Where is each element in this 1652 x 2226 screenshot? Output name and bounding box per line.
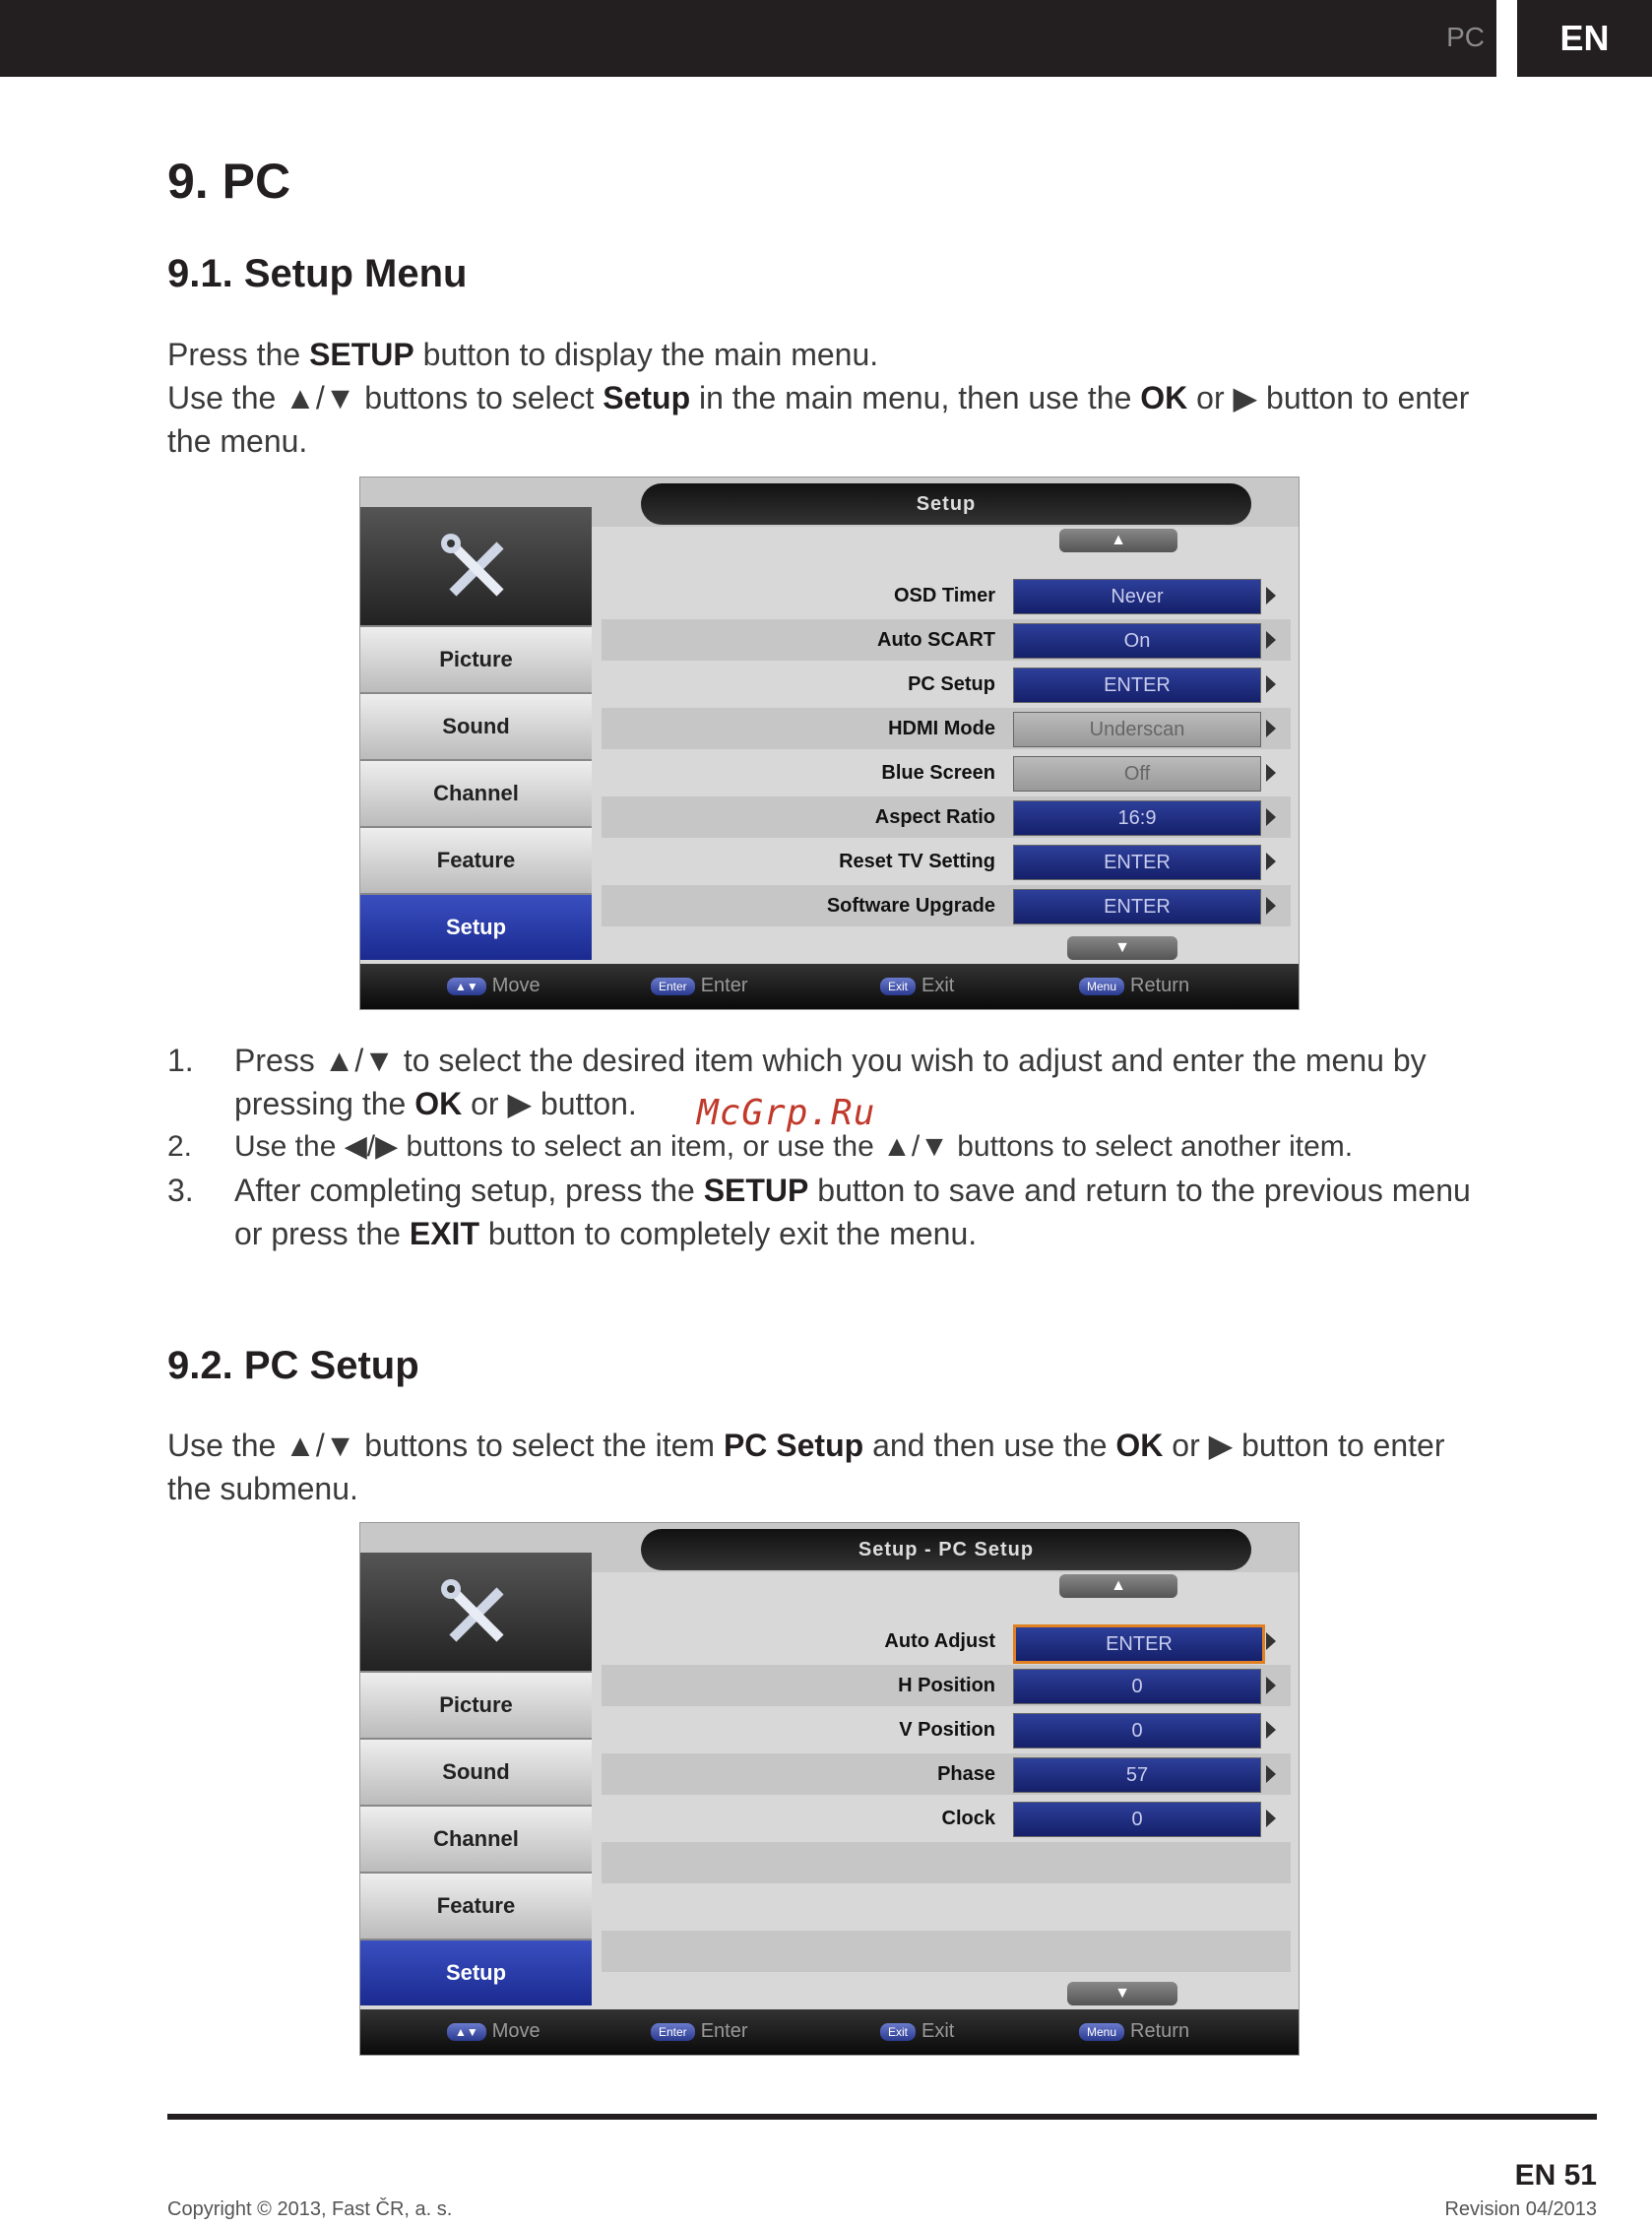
osd-row [602, 619, 1291, 661]
ok-key: OK [414, 1086, 463, 1121]
row-value: 0 [1013, 1669, 1261, 1704]
osd-row [602, 1709, 1291, 1750]
row-value: ENTER [1013, 668, 1261, 703]
row-label: Aspect Ratio [874, 806, 995, 828]
hint-return [1079, 2020, 1189, 2044]
steps-list [167, 1039, 1496, 1255]
hint-enter [651, 975, 748, 998]
row-value: 0 [1013, 1713, 1261, 1749]
text: button to save and return to the previous menu or press the [234, 1173, 1471, 1251]
sidebar-item-setup: Setup [360, 1939, 592, 2005]
hint-return [1079, 975, 1189, 998]
chapter-title: 9. PC [167, 154, 291, 209]
row-value: Never [1013, 579, 1261, 614]
row-label: Blue Screen [881, 762, 995, 784]
osd-row [602, 752, 1291, 794]
hint-text: Move [491, 975, 540, 996]
row-label: HDMI Mode [888, 718, 995, 739]
row-label: PC Setup [908, 673, 995, 695]
osd-title: Setup [641, 483, 1251, 525]
osd-row [602, 841, 1291, 882]
sidebar-item-sound: Sound [360, 1738, 592, 1805]
tools-icon [360, 1553, 592, 1671]
right-arrow-icon [1266, 853, 1276, 870]
right-arrow-icon [1266, 1721, 1276, 1739]
section-heading-setup-menu: 9.1. Setup Menu [167, 252, 468, 295]
right-arrow-icon [1266, 808, 1276, 826]
osd-row [602, 708, 1291, 749]
text: in the main menu, then use the [690, 380, 1141, 415]
scroll-up-icon: ▲ [1059, 529, 1177, 552]
setup-menu-screenshot [359, 477, 1300, 1010]
row-label: H Position [898, 1675, 995, 1696]
sidebar-item-channel: Channel [360, 1805, 592, 1872]
exit-key-icon: Exit [880, 978, 916, 995]
enter-key-icon: Enter [651, 2023, 695, 2041]
row-label: Software Upgrade [826, 895, 995, 917]
setup-menu-intro [167, 333, 1496, 463]
page-number: EN 51 [1514, 2159, 1597, 2192]
hint-enter [651, 2020, 748, 2044]
hint-text: Enter [700, 2020, 748, 2042]
right-arrow-icon [1266, 720, 1276, 737]
text: button to completely exit the menu. [478, 1216, 978, 1251]
osd-sidebar [360, 1553, 592, 2002]
language-tab: EN [1517, 0, 1652, 77]
menu-key-icon: Menu [1079, 978, 1124, 995]
right-arrow-icon [1266, 897, 1276, 915]
row-value: 57 [1013, 1757, 1261, 1793]
osd-row [602, 575, 1291, 616]
right-arrow-icon [1266, 675, 1276, 693]
text: Use the ▲/▼ buttons to select the item [167, 1428, 724, 1463]
row-value: Off [1013, 756, 1261, 792]
setup-key: SETUP [703, 1173, 809, 1208]
pc-setup-word: PC Setup [723, 1428, 864, 1463]
list-item [167, 1169, 1496, 1255]
step-number: 1. [167, 1043, 194, 1078]
scroll-up-icon: ▲ [1059, 1574, 1177, 1598]
ok-key: OK [1115, 1428, 1164, 1463]
row-label: Clock [941, 1808, 995, 1829]
osd-row-empty [602, 1886, 1291, 1928]
setup-word: Setup [603, 380, 691, 415]
row-label: OSD Timer [894, 585, 995, 606]
osd-row-empty [602, 1842, 1291, 1883]
hint-text: Exit [921, 2020, 955, 2042]
hint-text: Return [1130, 975, 1190, 996]
text: After completing setup, press the [234, 1173, 704, 1208]
row-label: Reset TV Setting [839, 851, 995, 872]
hint-exit [880, 975, 954, 998]
right-arrow-icon [1266, 1810, 1276, 1827]
hint-exit [880, 2020, 954, 2044]
text: Press the [167, 337, 310, 372]
setup-key: SETUP [309, 337, 414, 372]
right-arrow-icon [1266, 1765, 1276, 1783]
hint-text: Enter [700, 975, 748, 996]
sidebar-item-picture: Picture [360, 625, 592, 692]
watermark: McGrp.Ru [697, 1093, 876, 1133]
scroll-down-icon: ▼ [1067, 936, 1177, 960]
hint-text: Move [491, 2020, 540, 2042]
right-arrow-icon [1266, 631, 1276, 649]
osd-hint-bar [360, 2009, 1299, 2055]
copyright: Copyright © 2013, Fast ČR, a. s. [167, 2198, 453, 2220]
footer-divider [167, 2114, 1597, 2120]
pc-setup-intro [167, 1424, 1477, 1510]
text: Use the ▲/▼ buttons to select [167, 380, 604, 415]
text: button to display the main menu. [413, 337, 879, 372]
row-value: 16:9 [1013, 800, 1261, 836]
hint-text: Exit [921, 975, 955, 996]
exit-key-icon: Exit [880, 2023, 916, 2041]
text: and then use the [863, 1428, 1116, 1463]
text: Press ▲/▼ to select the desired item which you wish to adjust and enter the menu by pressing the [234, 1043, 1427, 1121]
sidebar-item-feature: Feature [360, 826, 592, 893]
sidebar-item-sound: Sound [360, 692, 592, 759]
row-value: 0 [1013, 1802, 1261, 1837]
row-label: Auto SCART [877, 629, 995, 651]
step-number: 2. [167, 1130, 193, 1163]
row-value: ENTER [1013, 845, 1261, 880]
row-value: ENTER [1013, 889, 1261, 924]
menu-key-icon: Menu [1079, 2023, 1124, 2041]
sidebar-item-channel: Channel [360, 759, 592, 826]
move-key-icon: ▲▼ [447, 2023, 486, 2041]
hint-move [447, 975, 540, 998]
right-arrow-icon [1266, 587, 1276, 604]
sidebar-item-feature: Feature [360, 1872, 592, 1939]
top-bar [0, 0, 1496, 77]
section-heading-pc-setup: 9.2. PC Setup [167, 1344, 419, 1387]
row-label: V Position [899, 1719, 995, 1741]
osd-row [602, 1753, 1291, 1795]
sidebar-item-picture: Picture [360, 1671, 592, 1738]
osd-row [602, 1665, 1291, 1706]
text: or ▶ button. [462, 1086, 637, 1121]
row-value: On [1013, 623, 1261, 659]
text: or ▶ button to enter the menu. [167, 380, 1470, 459]
text: or ▶ button to enter the submenu. [167, 1428, 1445, 1506]
osd-hint-bar [360, 964, 1299, 1009]
ok-key: OK [1140, 380, 1188, 415]
row-label: Auto Adjust [884, 1630, 995, 1652]
osd-row [602, 885, 1291, 926]
osd-row [602, 1798, 1291, 1839]
row-value: Underscan [1013, 712, 1261, 747]
scroll-down-icon: ▼ [1067, 1982, 1177, 2005]
exit-key: EXIT [409, 1216, 479, 1251]
osd-row [602, 1621, 1291, 1662]
row-label: Phase [937, 1763, 995, 1785]
osd-row-empty [602, 1931, 1291, 1972]
step-number: 3. [167, 1173, 194, 1208]
hint-text: Return [1130, 2020, 1190, 2042]
sidebar-item-setup: Setup [360, 893, 592, 960]
right-arrow-icon [1266, 764, 1276, 782]
tools-icon [360, 507, 592, 625]
row-value: ENTER [1013, 1624, 1265, 1664]
revision: Revision 04/2013 [1444, 2198, 1597, 2220]
enter-key-icon: Enter [651, 978, 695, 995]
move-key-icon: ▲▼ [447, 978, 486, 995]
osd-sidebar [360, 507, 592, 956]
osd-title: Setup - PC Setup [641, 1529, 1251, 1570]
osd-row [602, 796, 1291, 838]
pc-setup-screenshot [359, 1522, 1300, 2056]
right-arrow-icon [1266, 1677, 1276, 1694]
osd-row [602, 664, 1291, 705]
hint-move [447, 2020, 540, 2044]
section-label: PC [1446, 22, 1485, 52]
text: Use the ◀/▶ buttons to select an item, or use the ▲/▼ buttons to select another item. [234, 1130, 1354, 1163]
right-arrow-icon [1266, 1632, 1276, 1650]
